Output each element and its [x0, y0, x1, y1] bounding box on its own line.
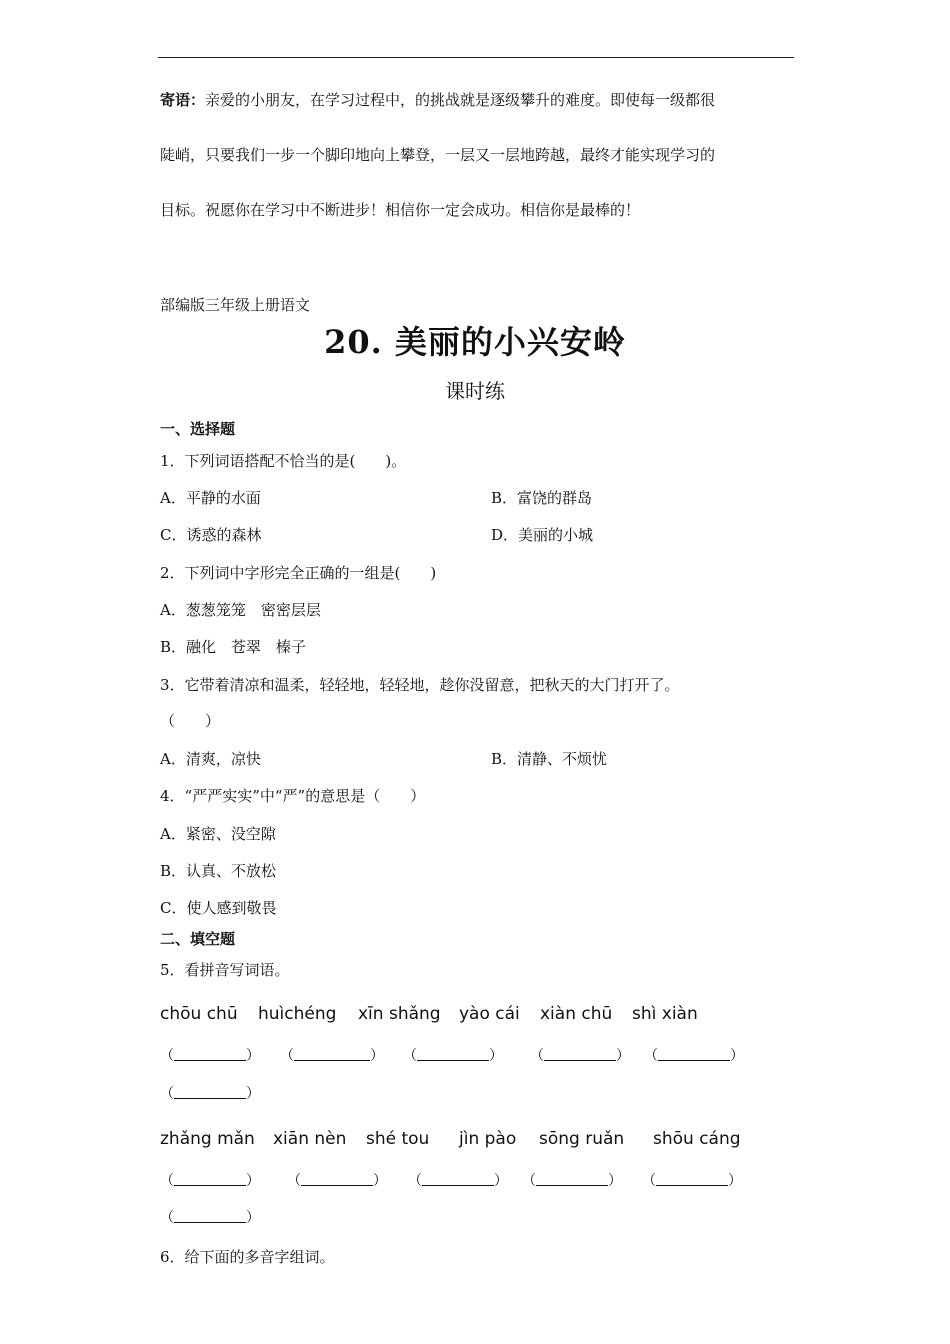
question-4-option-a[interactable]: A．紧密、没空隙: [160, 825, 276, 843]
question-1-stem: 1．下列词语搭配不恰当的是( )。: [160, 452, 407, 470]
answer-blank[interactable]: （ ）: [403, 1048, 503, 1064]
pinyin-item: chōu chū: [160, 1004, 238, 1024]
answer-blank[interactable]: （ ）: [530, 1048, 630, 1064]
answer-blank[interactable]: （ ）: [522, 1173, 622, 1189]
section-heading-choice: 一、选择题: [160, 420, 236, 438]
answer-blank[interactable]: （ ）: [160, 1086, 260, 1102]
pinyin-item: huìchéng: [258, 1004, 337, 1024]
question-1-option-d[interactable]: D．美丽的小城: [491, 526, 594, 544]
pinyin-item: shōu cáng: [653, 1129, 741, 1149]
page-subtitle: 课时练: [445, 379, 505, 403]
header-rule: [158, 57, 794, 58]
pinyin-item: xīn shǎng: [358, 1004, 441, 1024]
question-3-stem: 3．它带着清凉和温柔，轻轻地，轻轻地，趁你没留意，把秋天的大门打开了。: [160, 676, 680, 694]
message-line-2: 陡峭，只要我们一步一个脚印地向上攀登，一层又一层地跨越，最终才能实现学习的: [160, 146, 716, 164]
question-5-stem: 5．看拼音写词语。: [160, 961, 290, 979]
pinyin-item: xiàn chū: [540, 1004, 613, 1024]
question-4-option-b[interactable]: B．认真、不放松: [160, 862, 277, 880]
pinyin-item: sōng ruǎn: [539, 1129, 625, 1149]
answer-blank[interactable]: （ ）: [287, 1173, 387, 1189]
question-2-option-a[interactable]: A．葱葱笼笼 密密层层: [160, 601, 321, 619]
edition-label: 部编版三年级上册语文: [160, 296, 311, 314]
question-4-option-c[interactable]: C．使人感到敬畏: [160, 899, 277, 917]
question-6-stem: 6．给下面的多音字组词。: [160, 1248, 335, 1266]
answer-blank[interactable]: （ ）: [642, 1173, 742, 1189]
question-2-option-b[interactable]: B．融化 苍翠 榛子: [160, 638, 307, 656]
question-1-option-a[interactable]: A．平静的水面: [160, 489, 261, 507]
answer-blank[interactable]: （ ）: [280, 1048, 384, 1064]
question-3-paren: （ ）: [160, 712, 221, 730]
question-3-option-a[interactable]: A．清爽，凉快: [160, 750, 261, 768]
answer-blank[interactable]: （ ）: [160, 1210, 260, 1226]
question-4-stem: 4．“严严实实”中“严”的意思是（ ）: [160, 787, 426, 805]
section-heading-fill: 二、填空题: [160, 930, 236, 948]
message-line-1: 寄语：亲爱的小朋友，在学习过程中，的挑战就是逐级攀升的难度。即使每一级都很: [160, 91, 716, 109]
message-label: 寄语：: [160, 91, 206, 109]
answer-blank[interactable]: （ ）: [408, 1173, 508, 1189]
pinyin-item: shì xiàn: [632, 1004, 698, 1024]
pinyin-item: zhǎng mǎn: [160, 1129, 255, 1149]
pinyin-item: yào cái: [459, 1004, 520, 1024]
answer-blank[interactable]: （ ）: [160, 1173, 260, 1189]
message-line-3: 目标。祝愿你在学习中不断进步！相信你一定会成功。相信你是最棒的！: [160, 201, 641, 219]
pinyin-item: xiān nèn: [273, 1129, 347, 1149]
pinyin-item: shé tou: [366, 1129, 430, 1149]
page-title: 20. 美丽的小兴安岭: [324, 323, 626, 361]
question-3-option-b[interactable]: B．清静、不烦忧: [491, 750, 608, 768]
answer-blank[interactable]: （ ）: [160, 1048, 260, 1064]
question-1-option-b[interactable]: B．富饶的群岛: [491, 489, 593, 507]
question-2-stem: 2．下列词中字形完全正确的一组是( ): [160, 564, 437, 582]
answer-blank[interactable]: （ ）: [644, 1048, 744, 1064]
question-1-option-c[interactable]: C．诱惑的森林: [160, 526, 262, 544]
pinyin-item: jìn pào: [459, 1129, 517, 1149]
